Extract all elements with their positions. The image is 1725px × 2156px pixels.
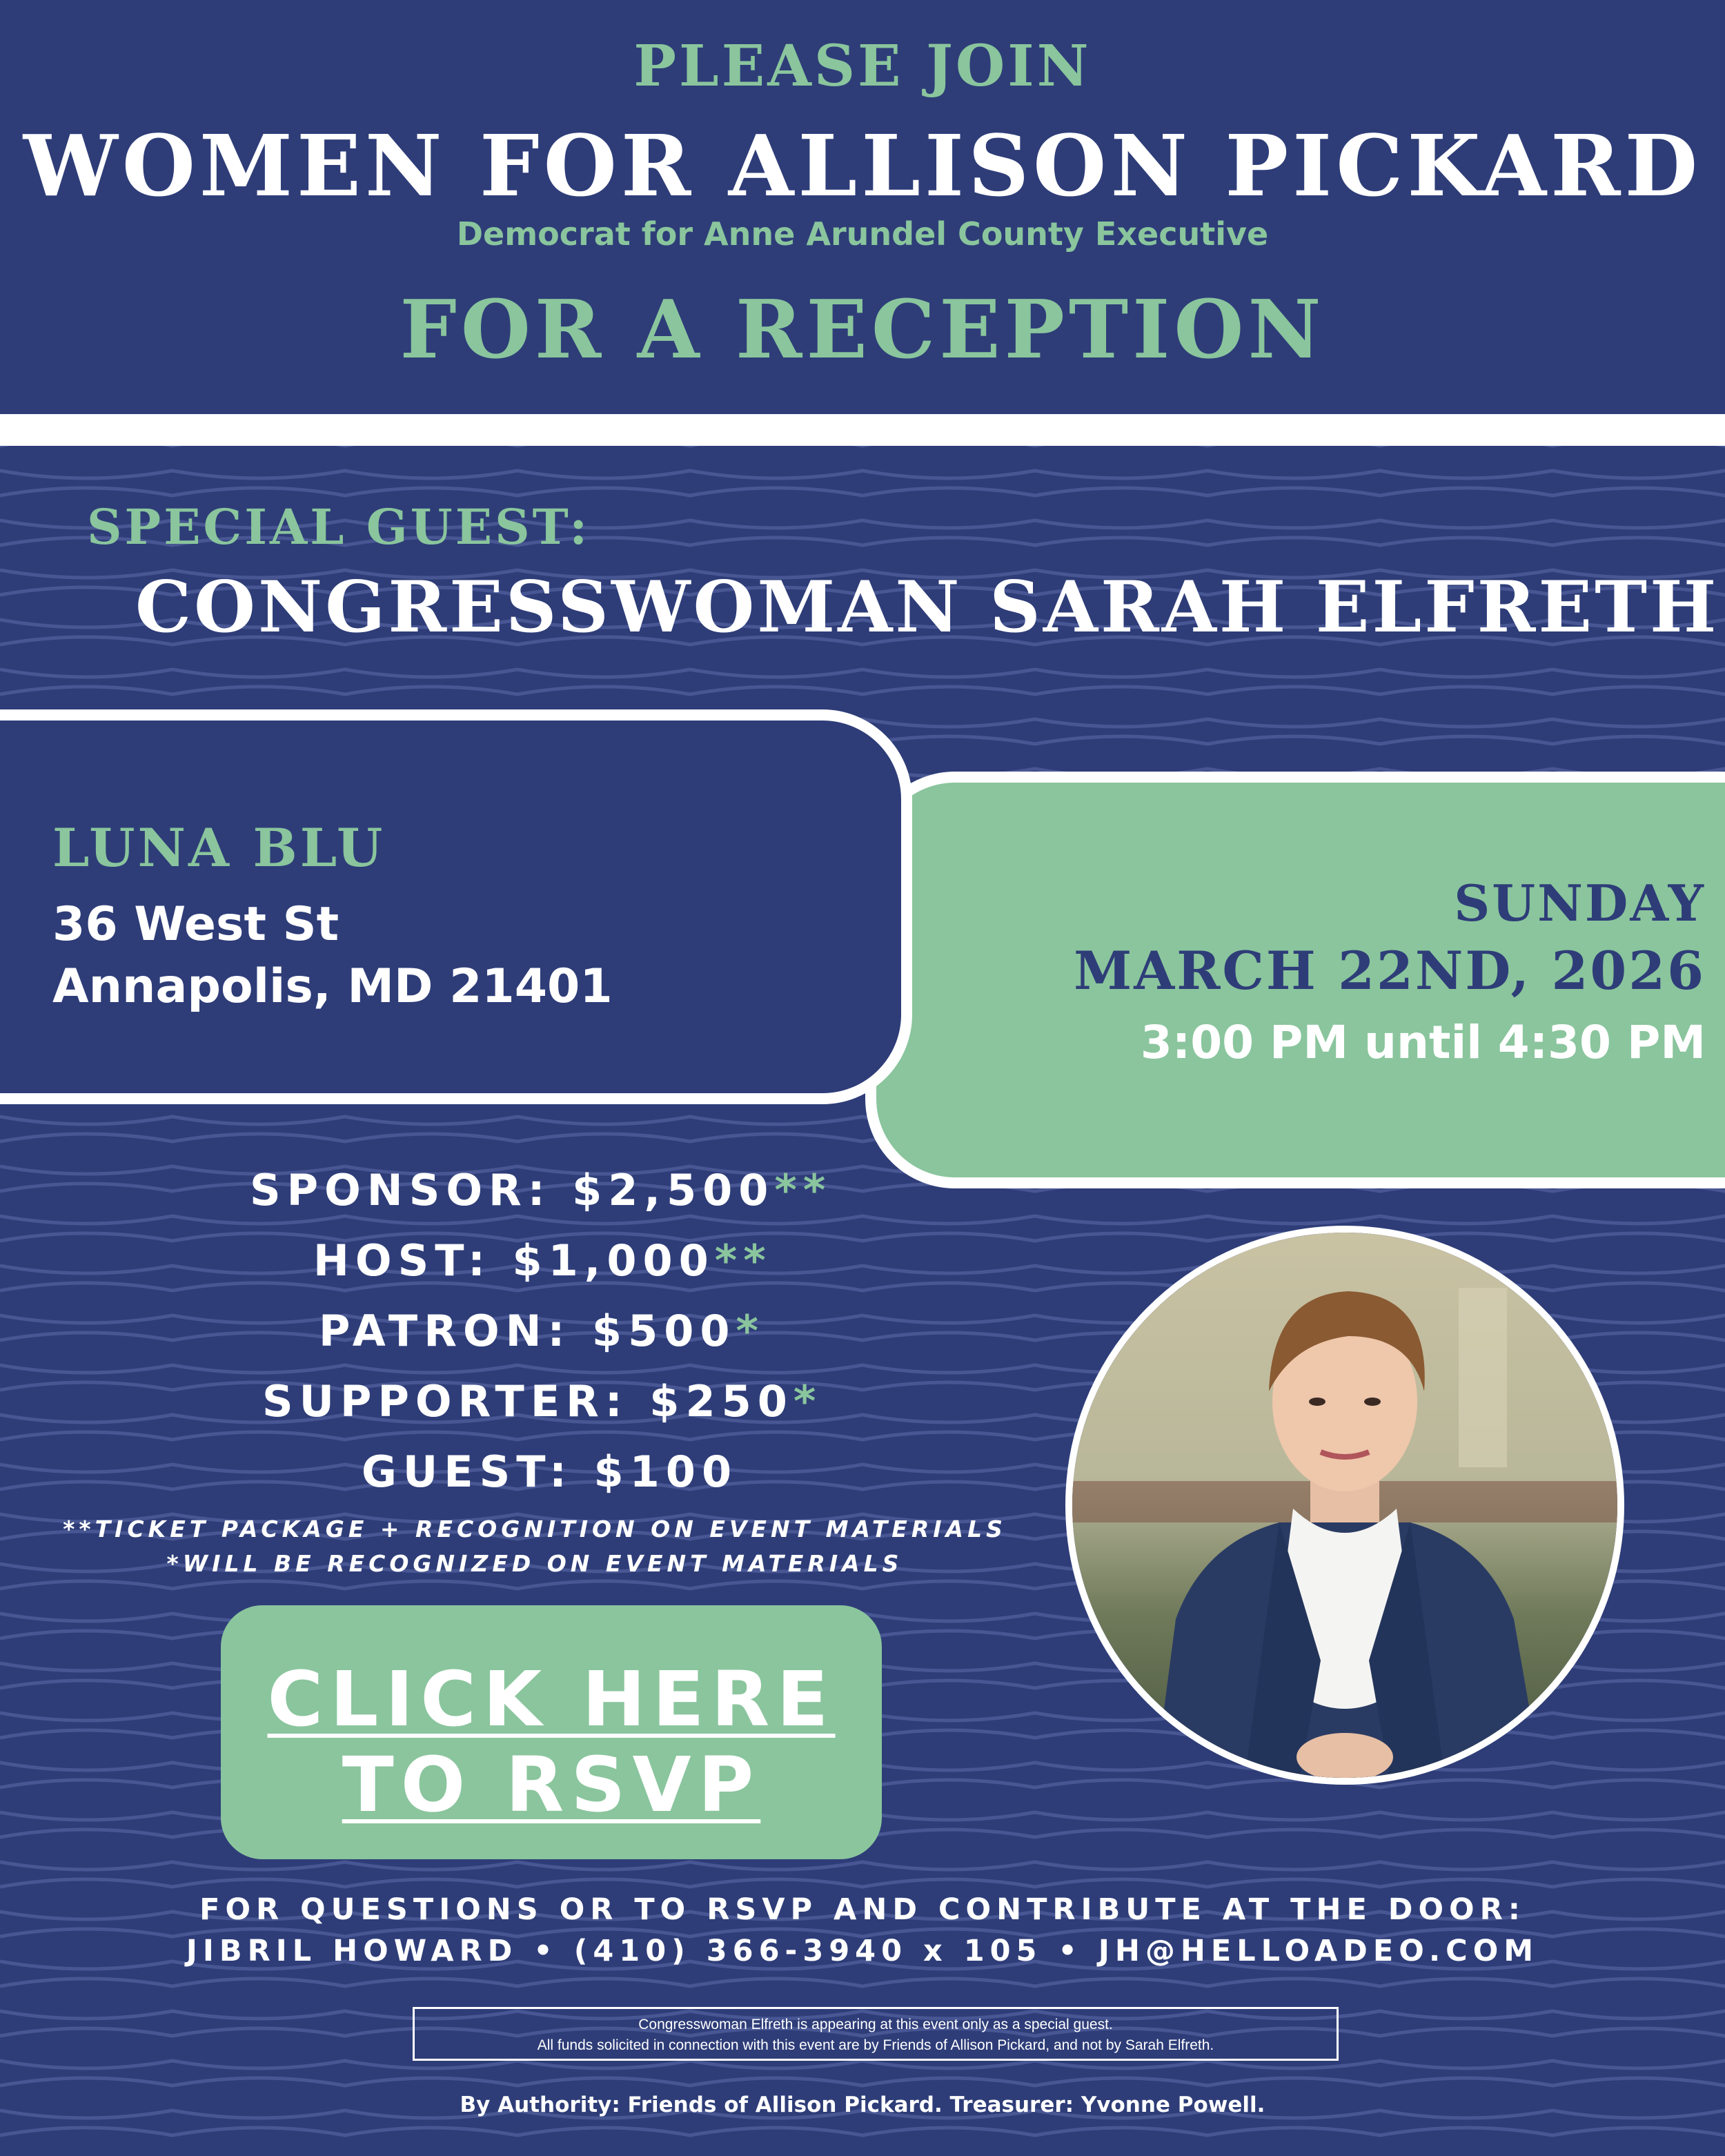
tier-stars: ** [774, 1165, 832, 1215]
tier-stars: ** [714, 1235, 772, 1286]
event-type-heading: FOR A RECEPTION [400, 283, 1325, 377]
portrait-image [1072, 1233, 1617, 1778]
tier-stars: * [793, 1376, 822, 1427]
tier-host [313, 1235, 772, 1286]
legal-disclaimer-box [413, 2007, 1339, 2061]
rsvp-button-line1[interactable]: CLICK HERE [267, 1655, 836, 1743]
candidate-subtitle: Democrat for Anne Arundel County Executive [456, 215, 1269, 253]
special-guest-name: CONGRESSWOMAN SARAH ELFRETH [135, 566, 1719, 649]
candidate-photo [1065, 1226, 1624, 1785]
authority-line: By Authority: Friends of Allison Pickard. Treasurer: Yvonne Powell. [460, 2093, 1265, 2117]
contact-details[interactable]: JIBRIL HOWARD • (410) 366-3940 x 105 • JH@HELLOADEO.COM [186, 1934, 1539, 1968]
note-single-star: *WILL BE RECOGNIZED ON EVENT MATERIALS [166, 1550, 903, 1577]
group-name-title: WOMEN FOR ALLISON PICKARD [23, 116, 1702, 215]
disclaimer-line-1: Congresswoman Elfreth is appearing at this event only as a special guest. [638, 2017, 1113, 2032]
rsvp-button[interactable] [221, 1605, 882, 1859]
tier-patron [319, 1306, 765, 1356]
tier-label: PATRON: $500 [319, 1306, 736, 1356]
header-panel [0, 0, 1725, 414]
rsvp-button-line2[interactable]: TO RSVP [342, 1741, 761, 1829]
tier-sponsor [250, 1165, 831, 1215]
disclaimer-line-2: All funds solicited in connection with this event are by Friends of Allison Pickard, and not by Sarah Elfreth. [537, 2037, 1214, 2053]
tier-guest [362, 1447, 738, 1497]
note-double-star: **TICKET PACKAGE + RECOGNITION ON EVENT MATERIALS [63, 1516, 1007, 1542]
tier-label: GUEST: $100 [362, 1447, 738, 1497]
venue-name: LUNA BLU [52, 817, 386, 879]
venue-street: 36 West St [52, 897, 339, 952]
tier-label: HOST: $1,000 [313, 1235, 715, 1286]
header-divider [0, 414, 1725, 446]
special-guest-label: SPECIAL GUEST: [87, 498, 591, 556]
please-join-heading: PLEASE JOIN [633, 33, 1092, 99]
event-date: MARCH 22ND, 2026 [1074, 940, 1706, 1001]
contact-heading: FOR QUESTIONS OR TO RSVP AND CONTRIBUTE AT THE DOOR: [199, 1892, 1526, 1927]
venue-city: Annapolis, MD 21401 [52, 959, 613, 1014]
event-time: 3:00 PM until 4:30 PM [1140, 1016, 1706, 1069]
venue-panel [0, 709, 912, 1104]
date-panel [865, 772, 1725, 1188]
tier-label: SUPPORTER: $250 [262, 1376, 793, 1427]
event-day: SUNDAY [1454, 874, 1706, 932]
tier-label: SPONSOR: $2,500 [250, 1165, 775, 1215]
tier-stars: * [736, 1306, 765, 1356]
tier-supporter [262, 1376, 822, 1427]
